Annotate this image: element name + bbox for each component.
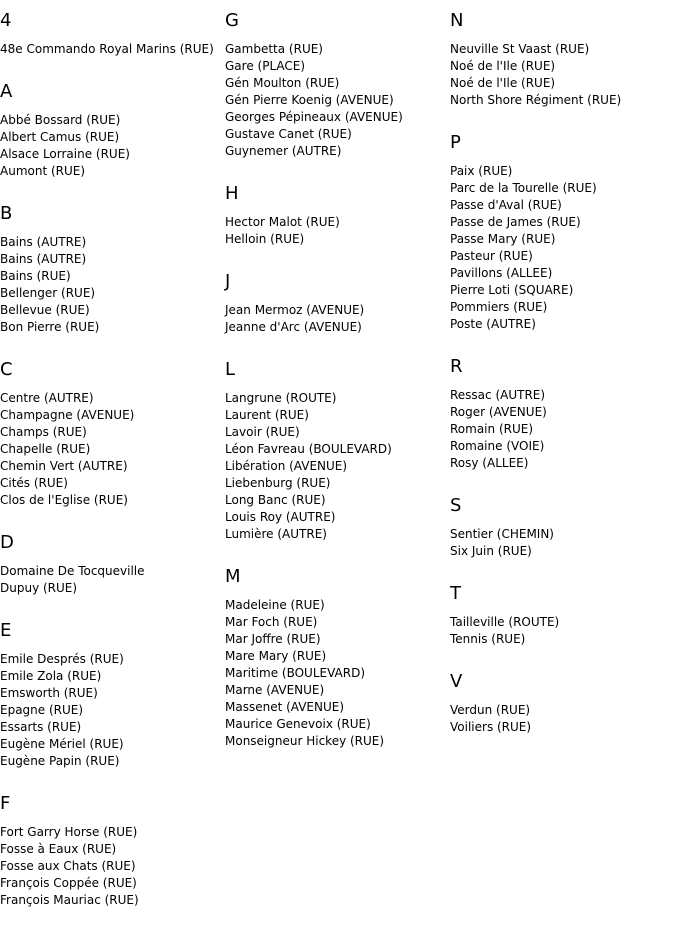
letter-section — [225, 261, 450, 349]
street-link[interactable]: Champs (RUE) — [0, 425, 87, 439]
street-link[interactable]: Centre (AUTRE) — [0, 391, 94, 405]
street-link[interactable]: Roger (AVENUE) — [450, 405, 547, 419]
street-link[interactable]: Fosse aux Chats (RUE) — [0, 859, 136, 873]
section-spacer — [225, 248, 450, 261]
letter-section — [0, 193, 225, 349]
street-column-2 — [225, 0, 450, 763]
section-spacer — [225, 336, 450, 349]
section-spacer — [0, 58, 225, 71]
street-list — [450, 387, 675, 472]
letter-section — [0, 783, 225, 922]
letter-heading: M — [225, 566, 241, 587]
section-spacer — [0, 909, 225, 922]
letter-heading: L — [225, 359, 236, 380]
street-link[interactable]: Verdun (RUE) — [450, 703, 531, 717]
letter-heading: R — [450, 356, 463, 377]
street-link[interactable]: Fosse à Eaux (RUE) — [0, 842, 117, 856]
letter-heading: B — [0, 203, 13, 224]
street-link[interactable]: Clos de l'Eglise (RUE) — [0, 493, 128, 507]
street-link[interactable]: Louis Roy (AUTRE) — [225, 510, 336, 524]
street-link[interactable]: Cités (RUE) — [0, 476, 68, 490]
street-link[interactable]: Jean Mermoz (AVENUE) — [225, 303, 365, 317]
letter-section — [0, 610, 225, 783]
street-link[interactable]: Chapelle (RUE) — [0, 442, 91, 456]
street-link[interactable]: Pommiers (RUE) — [450, 300, 548, 314]
street-link[interactable]: Emile Després (RUE) — [0, 652, 124, 666]
letter-heading: 4 — [0, 10, 12, 31]
section-spacer — [0, 336, 225, 349]
street-link[interactable]: Guynemer (AUTRE) — [225, 144, 342, 158]
street-link[interactable]: Pavillons (ALLEE) — [450, 266, 553, 280]
street-link[interactable]: Long Banc (RUE) — [225, 493, 326, 507]
letter-heading: T — [450, 583, 461, 604]
street-link[interactable]: Maurice Genevoix (RUE) — [225, 717, 371, 731]
letter-section — [0, 349, 225, 522]
street-link[interactable]: Georges Pépineaux (AVENUE) — [225, 110, 403, 124]
street-link[interactable]: Lavoir (RUE) — [225, 425, 300, 439]
letter-heading: H — [225, 183, 239, 204]
street-list — [0, 234, 225, 336]
street-list — [225, 41, 450, 160]
section-spacer — [450, 472, 675, 485]
street-list — [0, 41, 225, 58]
letter-section — [450, 346, 675, 485]
letter-section — [450, 485, 675, 573]
letter-section — [0, 0, 225, 71]
street-link[interactable]: Albert Camus (RUE) — [0, 130, 120, 144]
street-link[interactable]: Epagne (RUE) — [0, 703, 84, 717]
street-link[interactable]: Gambetta (RUE) — [225, 42, 323, 56]
street-link[interactable]: Rosy (ALLEE) — [450, 456, 529, 470]
section-spacer — [450, 333, 675, 346]
street-link[interactable]: Six Juin (RUE) — [450, 544, 532, 558]
street-link[interactable]: Gén Moulton (RUE) — [225, 76, 340, 90]
street-list — [225, 302, 450, 336]
letter-heading: N — [450, 10, 464, 31]
street-link[interactable]: Mar Foch (RUE) — [225, 615, 318, 629]
letter-heading: J — [225, 271, 231, 292]
section-spacer — [450, 560, 675, 573]
street-link[interactable]: North Shore Régiment (RUE) — [450, 93, 622, 107]
street-link[interactable]: Bon Pierre (RUE) — [0, 320, 100, 334]
street-list — [450, 526, 675, 560]
letter-section — [225, 349, 450, 556]
letter-section — [225, 556, 450, 763]
section-spacer — [450, 648, 675, 661]
street-link[interactable]: Dupuy (RUE) — [0, 581, 78, 595]
street-list — [450, 41, 675, 109]
street-list — [0, 563, 225, 597]
letter-heading: P — [450, 132, 461, 153]
street-link[interactable]: Tennis (RUE) — [450, 632, 526, 646]
street-link[interactable]: Essarts (RUE) — [0, 720, 82, 734]
street-link[interactable]: Gustave Canet (RUE) — [225, 127, 352, 141]
street-list — [225, 390, 450, 543]
section-spacer — [450, 736, 675, 749]
street-list — [0, 112, 225, 180]
letter-heading: D — [0, 532, 14, 553]
street-link[interactable]: Sentier (CHEMIN) — [450, 527, 554, 541]
street-link[interactable]: Fort Garry Horse (RUE) — [0, 825, 138, 839]
letter-heading: V — [450, 671, 463, 692]
street-link[interactable]: Eugène Papin (RUE) — [0, 754, 120, 768]
street-link[interactable]: Mar Joffre (RUE) — [225, 632, 321, 646]
street-link[interactable]: Gén Pierre Koenig (AVENUE) — [225, 93, 394, 107]
letter-heading: G — [225, 10, 239, 31]
street-link[interactable]: Ressac (AUTRE) — [450, 388, 546, 402]
street-link[interactable]: Noé de l'Ile (RUE) — [450, 59, 556, 73]
street-link[interactable]: Noé de l'Ile (RUE) — [450, 76, 556, 90]
street-link[interactable]: Libération (AVENUE) — [225, 459, 348, 473]
street-link[interactable]: Paix (RUE) — [450, 164, 513, 178]
street-link[interactable]: Mare Mary (RUE) — [225, 649, 327, 663]
section-spacer — [0, 180, 225, 193]
street-link[interactable]: Alsace Lorraine (RUE) — [0, 147, 130, 161]
letter-section — [450, 0, 675, 122]
section-spacer — [225, 543, 450, 556]
street-link[interactable]: Bellevue (RUE) — [0, 303, 90, 317]
street-link[interactable]: Parc de la Tourelle (RUE) — [450, 181, 597, 195]
street-link[interactable]: Emsworth (RUE) — [0, 686, 98, 700]
street-link[interactable]: Passe de James (RUE) — [450, 215, 581, 229]
street-link[interactable]: Hector Malot (RUE) — [225, 215, 340, 229]
street-link[interactable]: Poste (AUTRE) — [450, 317, 536, 331]
street-list — [450, 702, 675, 736]
section-spacer — [0, 509, 225, 522]
letter-heading: A — [0, 81, 13, 102]
letter-section — [225, 173, 450, 261]
letter-heading: E — [0, 620, 12, 641]
street-link[interactable]: Léon Favreau (BOULEVARD) — [225, 442, 392, 456]
letter-heading: S — [450, 495, 462, 516]
street-link[interactable]: Romain (RUE) — [450, 422, 534, 436]
street-link[interactable]: Maritime (BOULEVARD) — [225, 666, 366, 680]
street-link[interactable]: Aumont (RUE) — [0, 164, 86, 178]
street-list — [450, 163, 675, 333]
street-list — [0, 651, 225, 770]
letter-heading: F — [0, 793, 11, 814]
street-link[interactable]: 48e Commando Royal Marins (RUE) — [0, 42, 214, 56]
letter-section — [450, 661, 675, 749]
street-link[interactable]: Jeanne d'Arc (AVENUE) — [225, 320, 362, 334]
section-spacer — [225, 160, 450, 173]
street-link[interactable]: Pasteur (RUE) — [450, 249, 533, 263]
street-link[interactable]: Domaine De Tocqueville — [0, 564, 145, 578]
street-link[interactable]: Romaine (VOIE) — [450, 439, 545, 453]
street-link[interactable]: Champagne (AVENUE) — [0, 408, 135, 422]
street-list — [0, 824, 225, 909]
street-link[interactable]: Bains (AUTRE) — [0, 252, 87, 266]
street-link[interactable]: Bains (RUE) — [0, 269, 71, 283]
letter-section — [0, 71, 225, 193]
section-spacer — [225, 750, 450, 763]
section-spacer — [0, 597, 225, 610]
street-link[interactable]: François Coppée (RUE) — [0, 876, 137, 890]
street-link[interactable]: François Mauriac (RUE) — [0, 893, 139, 907]
section-spacer — [0, 770, 225, 783]
letter-section — [225, 0, 450, 173]
street-link[interactable]: Pierre Loti (SQUARE) — [450, 283, 574, 297]
section-spacer — [450, 109, 675, 122]
street-link[interactable]: Abbé Bossard (RUE) — [0, 113, 121, 127]
street-link[interactable]: Emile Zola (RUE) — [0, 669, 102, 683]
street-link[interactable]: Marne (AVENUE) — [225, 683, 325, 697]
street-column-3 — [450, 0, 675, 749]
street-link[interactable]: Laurent (RUE) — [225, 408, 309, 422]
street-link[interactable]: Tailleville (ROUTE) — [450, 615, 560, 629]
street-link[interactable]: Bellenger (RUE) — [0, 286, 96, 300]
street-link[interactable]: Langrune (ROUTE) — [225, 391, 337, 405]
street-link[interactable]: Passe d'Aval (RUE) — [450, 198, 562, 212]
street-list — [0, 390, 225, 509]
street-link[interactable]: Massenet (AVENUE) — [225, 700, 345, 714]
letter-section — [450, 573, 675, 661]
street-link[interactable]: Madeleine (RUE) — [225, 598, 325, 612]
street-link[interactable]: Bains (AUTRE) — [0, 235, 87, 249]
street-list — [225, 214, 450, 248]
street-link[interactable]: Monseigneur Hickey (RUE) — [225, 734, 385, 748]
letter-heading: C — [0, 359, 13, 380]
street-link[interactable]: Passe Mary (RUE) — [450, 232, 556, 246]
street-link[interactable]: Voiliers (RUE) — [450, 720, 532, 734]
street-column-1 — [0, 0, 225, 922]
letter-section — [0, 522, 225, 610]
letter-section — [450, 122, 675, 346]
street-link[interactable]: Liebenburg (RUE) — [225, 476, 331, 490]
street-link[interactable]: Lumière (AUTRE) — [225, 527, 327, 541]
street-link[interactable]: Eugène Mériel (RUE) — [0, 737, 124, 751]
street-list — [450, 614, 675, 648]
street-link[interactable]: Chemin Vert (AUTRE) — [0, 459, 128, 473]
street-link[interactable]: Neuville St Vaast (RUE) — [450, 42, 590, 56]
street-list — [225, 597, 450, 750]
street-link[interactable]: Gare (PLACE) — [225, 59, 306, 73]
street-link[interactable]: Helloin (RUE) — [225, 232, 305, 246]
